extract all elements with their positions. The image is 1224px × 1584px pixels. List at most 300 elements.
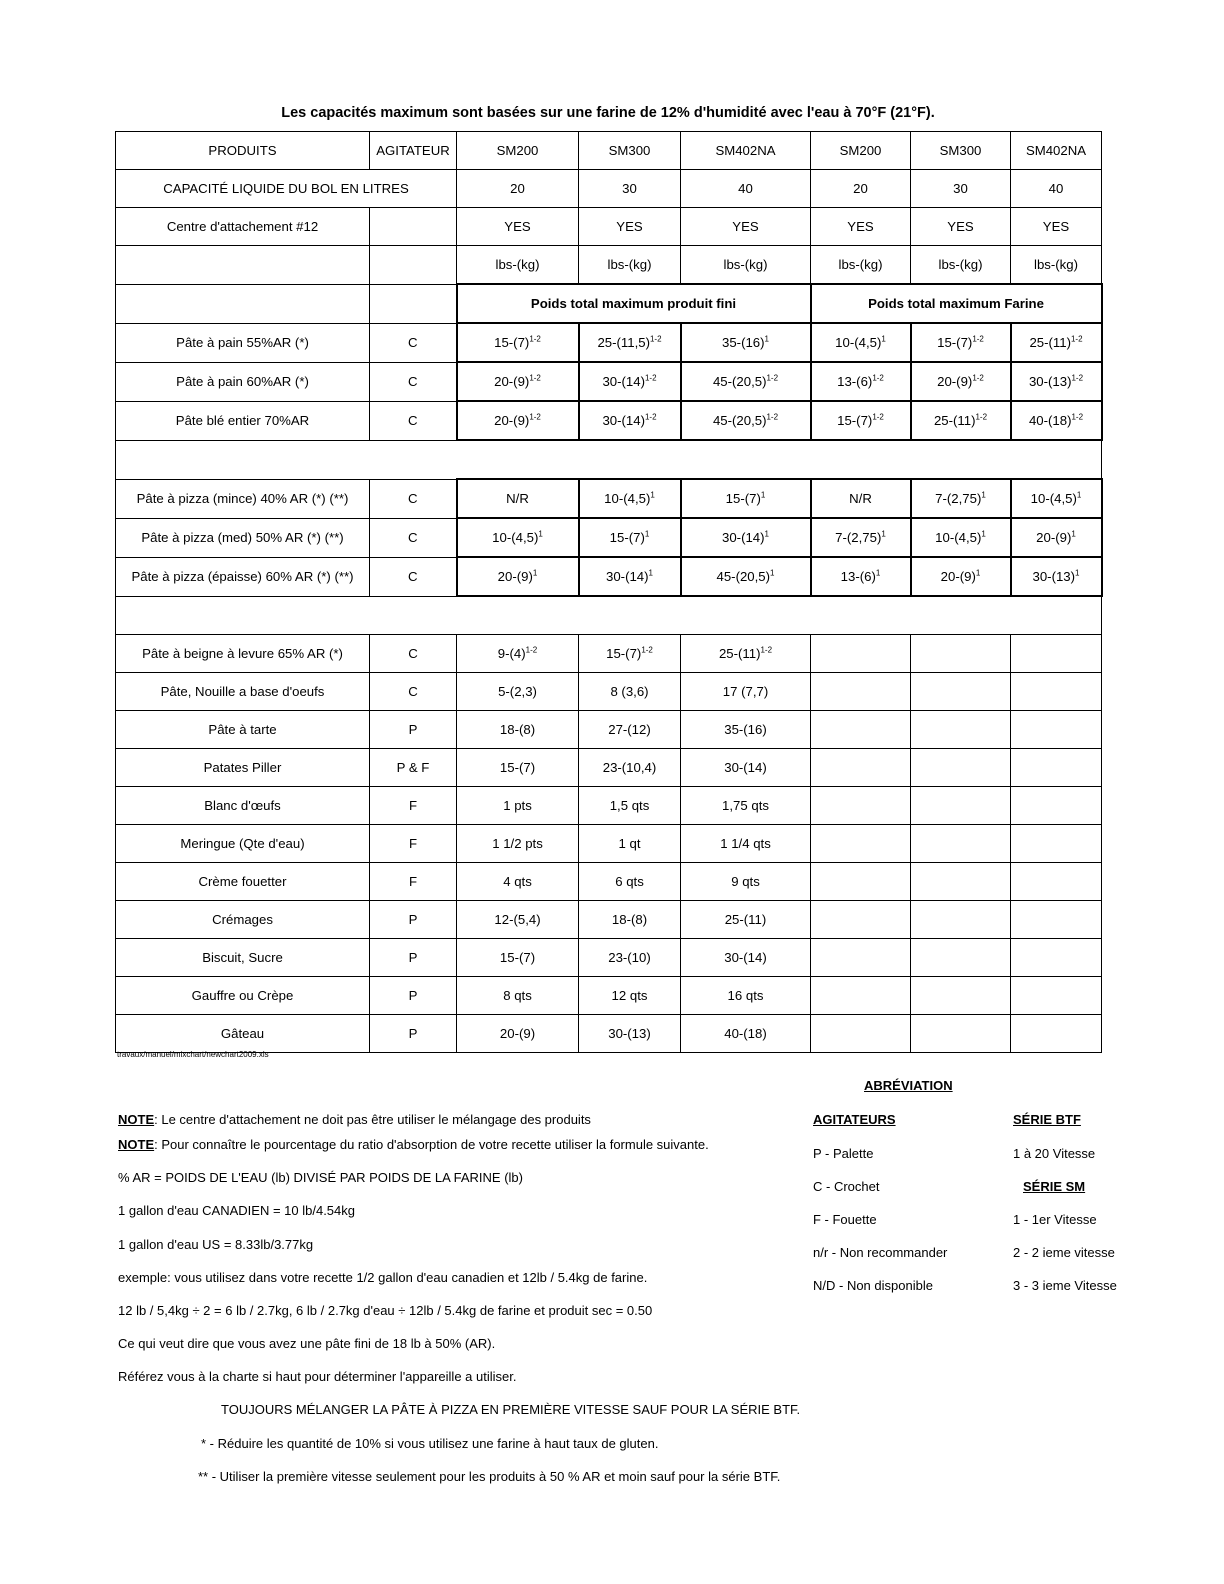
spacer-cell [116, 596, 1102, 635]
value-cell [457, 901, 579, 939]
value-cell [681, 557, 811, 596]
agitator-cell: F [370, 863, 457, 901]
value-cell [681, 977, 811, 1015]
value-text: 18-(8) [611, 912, 648, 927]
value-text: 10-(4,5) [935, 530, 982, 545]
value-cell [579, 787, 681, 825]
value-text: 8 qts [503, 988, 532, 1003]
footnote-marker: 1 [538, 529, 543, 539]
value-text: 30-(14) [722, 530, 765, 545]
product-name: Pâte à pain 60%AR (*) [116, 362, 370, 401]
unit-cell: lbs-(kg) [457, 246, 579, 285]
footnote-marker: 1 [981, 490, 986, 500]
footnote-marker: 1-2 [766, 412, 779, 422]
empty-cell [1011, 901, 1102, 939]
group-header-finished: Poids total maximum produit fini [457, 284, 811, 323]
footnote-double-star: ** - Utiliser la première vitesse seulement pour les produits à 50 % AR et moin sauf pour la série BTF. [198, 1469, 781, 1484]
value-text: 9 qts [731, 874, 760, 889]
agitator-cell: C [370, 323, 457, 362]
footnote-marker: 1 [648, 568, 653, 578]
product-name: Pâte à beigne à levure 65% AR (*) [116, 635, 370, 673]
value-cell [811, 323, 911, 362]
value-cell [457, 825, 579, 863]
value-text: 12-(5,4) [494, 912, 541, 927]
value-text: 25-(11) [718, 646, 761, 661]
value-cell [1011, 479, 1102, 518]
footnote-marker: 1-2 [760, 645, 773, 655]
value-text: 1 pts [503, 798, 532, 813]
agitator-cell: F [370, 825, 457, 863]
product-name: Pâte à pizza (épaisse) 60% AR (*) (**) [116, 557, 370, 596]
agitator-cell: P [370, 977, 457, 1015]
capacity-row [116, 170, 1102, 208]
product-row [116, 749, 1102, 787]
sm-series-title: SÉRIE SM [1023, 1179, 1086, 1194]
value-cell [1011, 518, 1102, 557]
value-cell [579, 401, 681, 440]
value-text: 35-(16) [722, 335, 765, 350]
value-cell [681, 635, 811, 673]
empty-cell [911, 939, 1011, 977]
empty-cell [1011, 711, 1102, 749]
product-row [116, 401, 1102, 440]
value-text: 30-(14) [724, 760, 767, 775]
value-text: 27-(12) [608, 722, 651, 737]
footnote-marker: 1 [881, 529, 886, 539]
empty-cell [370, 284, 457, 323]
product-row [116, 479, 1102, 518]
value-cell [681, 1015, 811, 1053]
value-cell [681, 673, 811, 711]
agitator-item: n/r - Non recommander [813, 1245, 948, 1260]
value-cell [681, 479, 811, 518]
value-text: 45-(20,5) [712, 413, 767, 428]
value-cell [457, 711, 579, 749]
value-text: 10-(4,5) [492, 530, 539, 545]
value-text: 7-(2,75) [835, 530, 882, 545]
footnote-star: * - Réduire les quantité de 10% si vous utilisez une farine à haut taux de gluten. [201, 1436, 659, 1451]
pizza-warning: TOUJOURS MÉLANGER LA PÂTE À PIZZA EN PREMIÈRE VITESSE SAUF POUR LA SÉRIE BTF. [221, 1402, 801, 1417]
footnote-marker: 1-2 [872, 412, 884, 422]
agitator-cell: P [370, 1015, 457, 1053]
empty-cell [811, 863, 911, 901]
product-row [116, 901, 1102, 939]
unit-cell: lbs-(kg) [681, 246, 811, 285]
value-text: 10-(4,5) [1030, 491, 1077, 506]
product-row [116, 977, 1102, 1015]
value-cell [457, 635, 579, 673]
value-cell [579, 323, 681, 362]
value-cell [579, 749, 681, 787]
value-text: 15-(7) [499, 950, 536, 965]
value-text: 25-(11) [1029, 335, 1071, 350]
column-header: SM300 [579, 132, 681, 170]
product-row [116, 557, 1102, 596]
agitators-title: AGITATEURS [813, 1112, 896, 1127]
product-name: Meringue (Qte d'eau) [116, 825, 370, 863]
footnote-marker: 1-2 [1070, 334, 1083, 344]
note-text: : Pour connaître le pourcentage du ratio d'absorption de votre recette utiliser la formule suivante. [154, 1137, 709, 1152]
value-cell [681, 518, 811, 557]
spacer-row [116, 440, 1102, 479]
footnote-marker: 1 [875, 568, 881, 578]
empty-cell [811, 749, 911, 787]
empty-cell [811, 901, 911, 939]
column-header: SM402NA [1011, 132, 1102, 170]
value-cell [911, 557, 1011, 596]
empty-cell [911, 635, 1011, 673]
value-text: 15-(7) [725, 491, 761, 506]
capacity-table [115, 131, 1103, 1053]
value-text: 20-(9) [940, 569, 976, 584]
agitator-cell: P [370, 711, 457, 749]
value-text: 10-(4,5) [604, 491, 651, 506]
us-gallon-line: 1 gallon d'eau US = 8.33lb/3.77kg [118, 1237, 314, 1252]
empty-cell [811, 977, 911, 1015]
footnote-marker: 1 [764, 334, 769, 344]
footnote-marker: 1-2 [649, 334, 662, 344]
product-name: Pâte à pizza (med) 50% AR (*) (**) [116, 518, 370, 557]
empty-cell [811, 635, 911, 673]
footnote-marker: 1-2 [1071, 373, 1084, 383]
value-cell [811, 479, 911, 518]
value-cell [811, 362, 911, 401]
value-cell [457, 362, 579, 401]
value-text: 20-(9) [1036, 530, 1072, 545]
agitator-item: P - Palette [813, 1146, 874, 1161]
empty-cell [811, 673, 911, 711]
product-name: Pâte à tarte [116, 711, 370, 749]
empty-cell [1011, 635, 1102, 673]
value-text: 25-(11) [933, 413, 976, 428]
formula-line: % AR = POIDS DE L'EAU (lb) DIVISÉ PAR POIDS DE LA FARINE (lb) [118, 1170, 523, 1185]
value-text: 17 (7,7) [722, 684, 769, 699]
value-cell [681, 362, 811, 401]
capacity-cell: 20 [457, 170, 579, 208]
header-row [116, 132, 1102, 170]
capacity-cell: 30 [911, 170, 1011, 208]
value-text: 4 qts [503, 874, 532, 889]
value-text: N/R [849, 491, 872, 506]
value-cell [579, 977, 681, 1015]
value-cell [579, 479, 681, 518]
value-cell [579, 362, 681, 401]
value-text: 15-(7) [937, 335, 973, 350]
value-cell [811, 401, 911, 440]
agitator-cell: C [370, 401, 457, 440]
value-cell [457, 977, 579, 1015]
value-text: 40-(18) [1028, 413, 1072, 428]
capacity-cell: 20 [811, 170, 911, 208]
footnote-marker: 1-2 [872, 373, 884, 383]
footnote-marker: 1 [644, 529, 650, 539]
value-cell [811, 557, 911, 596]
capacity-cell: 40 [1011, 170, 1102, 208]
value-text: 1 1/4 qts [720, 836, 771, 851]
value-text: 15-(7) [837, 413, 873, 428]
agitator-cell: F [370, 787, 457, 825]
value-text: 30-(14) [602, 413, 645, 428]
row-label: CAPACITÉ LIQUIDE DU BOL EN LITRES [116, 170, 457, 208]
footnote-marker: 1-2 [1071, 412, 1084, 422]
value-cell [579, 673, 681, 711]
value-text: 6 qts [615, 874, 644, 889]
value-text: 23-(10) [608, 950, 651, 965]
value-cell [579, 557, 681, 596]
product-row [116, 939, 1102, 977]
footnote-marker: 1-2 [766, 373, 779, 383]
empty-cell [1011, 825, 1102, 863]
empty-cell [116, 284, 370, 323]
footnote-marker: 1-2 [529, 373, 541, 383]
agitator-cell: P [370, 939, 457, 977]
value-cell [811, 518, 911, 557]
product-row [116, 323, 1102, 362]
empty-cell [1011, 939, 1102, 977]
value-text: 30-(13) [1032, 569, 1076, 584]
note-absorption [118, 1137, 709, 1152]
column-header: PRODUITS [116, 132, 370, 170]
footnote-marker: 1-2 [529, 412, 541, 422]
footnote-marker: 1-2 [641, 645, 653, 655]
empty-cell [116, 246, 370, 285]
product-name: Crémages [116, 901, 370, 939]
value-cell [1011, 401, 1102, 440]
footnote-marker: 1 [650, 490, 655, 500]
note-text: : Le centre d'attachement ne doit pas être utiliser le mélangage des produits [154, 1112, 591, 1127]
empty-cell [1011, 1015, 1102, 1053]
attachment-row [116, 208, 1102, 246]
unit-cell: lbs-(kg) [911, 246, 1011, 285]
value-cell [457, 863, 579, 901]
product-row [116, 825, 1102, 863]
note-label: NOTE [118, 1137, 155, 1152]
value-cell [911, 401, 1011, 440]
value-text: 15-(7) [609, 530, 645, 545]
value-cell [457, 749, 579, 787]
value-cell [457, 787, 579, 825]
agitator-cell: C [370, 557, 457, 596]
value-cell [1011, 362, 1102, 401]
btf-item: 1 à 20 Vitesse [1013, 1146, 1096, 1161]
value-cell [579, 1015, 681, 1053]
value-text: N/R [506, 491, 529, 506]
value-cell [457, 401, 579, 440]
value-cell [579, 518, 681, 557]
file-path: travaux/manuel/mixchart/newchart2009.xls [117, 1050, 269, 1059]
footnote-marker: 1-2 [644, 412, 657, 422]
unit-cell: lbs-(kg) [1011, 246, 1102, 285]
value-text: 16 qts [727, 988, 764, 1003]
value-text: 18-(8) [499, 722, 536, 737]
value-cell [681, 901, 811, 939]
value-cell [911, 479, 1011, 518]
column-header: SM200 [811, 132, 911, 170]
product-row [116, 1015, 1102, 1053]
result-line: Ce qui veut dire que vous avez une pâte fini de 18 lb à 50% (AR). [118, 1336, 496, 1351]
footnote-marker: 1 [532, 568, 538, 578]
attachment-cell: YES [911, 208, 1011, 246]
value-text: 45-(20,5) [716, 569, 771, 584]
note-attachment [118, 1112, 591, 1127]
product-name: Gâteau [116, 1015, 370, 1053]
product-row [116, 711, 1102, 749]
value-text: 1 1/2 pts [492, 836, 543, 851]
value-text: 20-(9) [499, 1026, 536, 1041]
agitator-cell: P [370, 901, 457, 939]
value-cell [1011, 323, 1102, 362]
product-row [116, 673, 1102, 711]
value-cell [1011, 557, 1102, 596]
empty-cell [911, 711, 1011, 749]
column-header: SM200 [457, 132, 579, 170]
value-cell [911, 323, 1011, 362]
value-text: 20-(9) [494, 413, 530, 428]
unit-cell: lbs-(kg) [811, 246, 911, 285]
value-text: 12 qts [611, 988, 648, 1003]
agitator-cell: C [370, 479, 457, 518]
value-cell [457, 323, 579, 362]
value-cell [681, 787, 811, 825]
product-name: Pâte blé entier 70%AR [116, 401, 370, 440]
empty-cell [811, 787, 911, 825]
agitator-cell: P & F [370, 749, 457, 787]
value-cell [457, 518, 579, 557]
value-text: 8 (3,6) [610, 684, 649, 699]
agitator-item: N/D - Non disponible [813, 1278, 933, 1293]
empty-cell [811, 1015, 911, 1053]
empty-cell [911, 673, 1011, 711]
value-cell [681, 939, 811, 977]
value-text: 25-(11,5) [597, 335, 650, 350]
value-cell [579, 939, 681, 977]
value-text: 23-(10,4) [602, 760, 657, 775]
value-text: 15-(7) [606, 646, 642, 661]
value-cell [579, 863, 681, 901]
value-text: 13-(6) [837, 374, 873, 389]
agitator-item: F - Fouette [813, 1212, 877, 1227]
agitator-item: C - Crochet [813, 1179, 880, 1194]
empty-cell [911, 749, 1011, 787]
agitator-cell: C [370, 518, 457, 557]
value-cell [457, 557, 579, 596]
unit-cell: lbs-(kg) [579, 246, 681, 285]
empty-cell [811, 825, 911, 863]
value-text: 13-(6) [840, 569, 876, 584]
capacity-cell: 40 [681, 170, 811, 208]
column-header: SM300 [911, 132, 1011, 170]
column-header: AGITATEUR [370, 132, 457, 170]
footnote-marker: 1 [1075, 568, 1080, 578]
value-cell [911, 362, 1011, 401]
empty-cell [911, 977, 1011, 1015]
row-label: Centre d'attachement #12 [116, 208, 370, 246]
footnote-marker: 1-2 [972, 373, 984, 383]
sm-item: 2 - 2 ieme vitesse [1013, 1245, 1115, 1260]
units-row [116, 246, 1102, 285]
sm-item: 3 - 3 ieme Vitesse [1013, 1278, 1117, 1293]
value-text: 35-(16) [724, 722, 767, 737]
empty-cell [811, 711, 911, 749]
product-row [116, 635, 1102, 673]
value-cell [681, 749, 811, 787]
value-text: 30-(14) [606, 569, 649, 584]
footnote-marker: 1-2 [644, 373, 657, 383]
footnote-marker: 1-2 [525, 645, 538, 655]
value-text: 30-(14) [724, 950, 767, 965]
product-name: Crème fouetter [116, 863, 370, 901]
value-cell [579, 825, 681, 863]
footnote-marker: 1 [975, 568, 981, 578]
value-cell [681, 825, 811, 863]
group-header-flour: Poids total maximum Farine [811, 284, 1102, 323]
value-text: 1,75 qts [722, 798, 769, 813]
product-name: Blanc d'œufs [116, 787, 370, 825]
product-name: Patates Piller [116, 749, 370, 787]
value-cell [579, 711, 681, 749]
value-cell [457, 939, 579, 977]
value-text: 40-(18) [724, 1026, 767, 1041]
empty-cell [911, 863, 1011, 901]
footnote-marker: 1 [760, 490, 766, 500]
spacer-cell [116, 440, 1102, 479]
column-header: SM402NA [681, 132, 811, 170]
footnote-marker: 1 [981, 529, 986, 539]
agitator-cell: C [370, 362, 457, 401]
empty-cell [1011, 749, 1102, 787]
value-cell [457, 479, 579, 518]
product-name: Gauffre ou Crèpe [116, 977, 370, 1015]
empty-cell [911, 901, 1011, 939]
calculation-line: 12 lb / 5,4kg ÷ 2 = 6 lb / 2.7kg, 6 lb / 2.7kg d'eau ÷ 12lb / 5.4kg de farine et produit sec = 0.50 [118, 1303, 653, 1318]
value-text: 20-(9) [937, 374, 973, 389]
empty-cell [911, 825, 1011, 863]
sm-item: 1 - 1er Vitesse [1013, 1212, 1097, 1227]
attachment-cell: YES [681, 208, 811, 246]
footnote-marker: 1 [1076, 490, 1082, 500]
empty-cell [1011, 863, 1102, 901]
footnote-marker: 1 [1071, 529, 1076, 539]
product-row [116, 518, 1102, 557]
product-name: Pâte à pizza (mince) 40% AR (*) (**) [116, 479, 370, 518]
value-text: 9-(4) [497, 646, 526, 661]
footnote-marker: 1 [881, 334, 886, 344]
agitator-cell: C [370, 635, 457, 673]
empty-cell [811, 939, 911, 977]
value-text: 15-(7) [494, 335, 530, 350]
value-text: 30-(13) [608, 1026, 651, 1041]
page-title: Les capacités maximum sont basées sur une farine de 12% d'humidité avec l'eau à 70°F (21°F). [281, 105, 935, 121]
value-text: 20-(9) [497, 569, 533, 584]
footnote-marker: 1 [764, 529, 769, 539]
attachment-cell: YES [579, 208, 681, 246]
value-cell [579, 635, 681, 673]
empty-cell [911, 1015, 1011, 1053]
product-name: Pâte, Nouille a base d'oeufs [116, 673, 370, 711]
empty-cell [370, 246, 457, 285]
group-header-row [116, 284, 1102, 323]
value-text: 1 qt [618, 836, 641, 851]
footnote-marker: 1 [770, 568, 775, 578]
canadian-gallon-line: 1 gallon d'eau CANADIEN = 10 lb/4.54kg [118, 1203, 355, 1218]
value-cell [457, 1015, 579, 1053]
footnote-marker: 1-2 [975, 412, 988, 422]
product-row [116, 362, 1102, 401]
example-line: exemple: vous utilisez dans votre recette 1/2 gallon d'eau canadien et 12lb / 5.4kg de farine. [118, 1270, 648, 1285]
empty-cell [370, 208, 457, 246]
footnote-marker: 1-2 [529, 334, 541, 344]
value-text: 30-(13) [1028, 374, 1072, 389]
